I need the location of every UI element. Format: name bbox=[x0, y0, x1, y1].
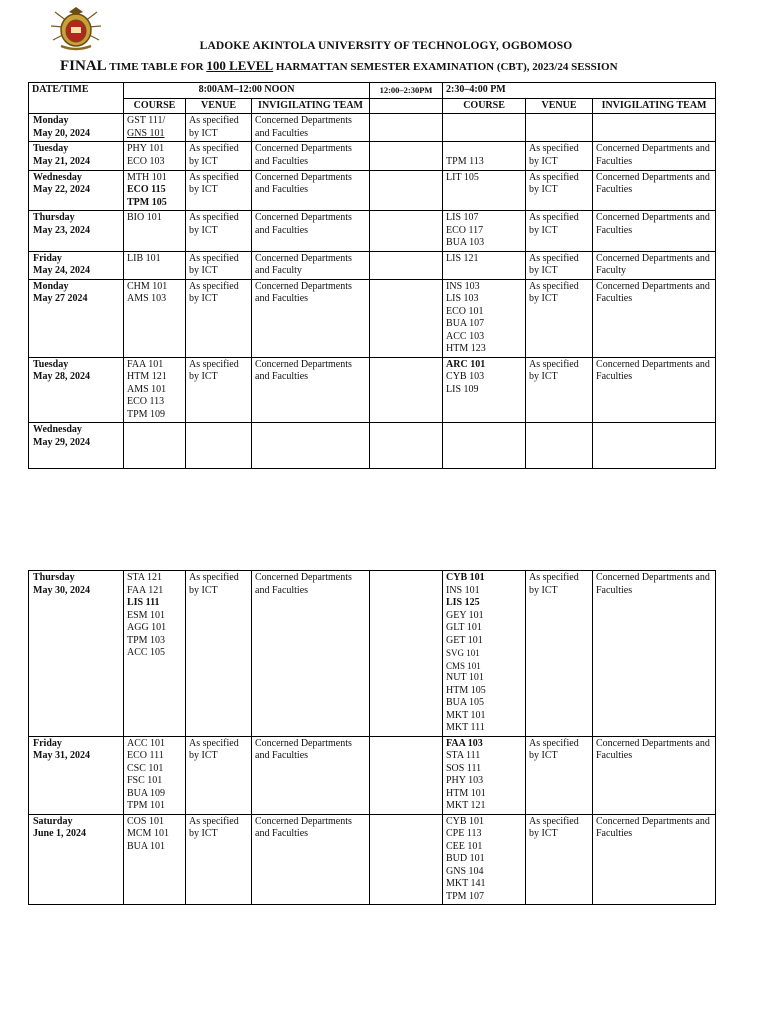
title-rest: HARMATTAN SEMESTER EXAMINATION (CBT), 2023/24 SESSION bbox=[273, 61, 618, 73]
date-cell bbox=[29, 170, 124, 211]
venue-cell-pm-text: As specified by ICT bbox=[529, 358, 579, 382]
course-cell-pm bbox=[443, 423, 526, 469]
team-cell-am bbox=[252, 142, 370, 171]
team-cell-pm bbox=[593, 357, 716, 423]
team-cell-pm-text: Concerned Departments and Faculty bbox=[596, 252, 710, 276]
day-date: May 28, 2024 bbox=[33, 371, 90, 382]
table-row bbox=[29, 571, 716, 737]
course-code: GLT 101 bbox=[446, 622, 482, 633]
date-cell bbox=[29, 211, 124, 252]
break-cell bbox=[370, 170, 443, 211]
team-cell-pm bbox=[593, 114, 716, 142]
day-name: Thursday bbox=[33, 212, 75, 223]
timetable-part-1 bbox=[28, 82, 716, 469]
course-code: ARC 101 bbox=[446, 358, 486, 370]
course-code: FAA 103 bbox=[446, 737, 483, 749]
table-row bbox=[29, 251, 716, 279]
course-code: LIT 105 bbox=[446, 171, 479, 183]
break-cell bbox=[370, 251, 443, 279]
course-cell-pm bbox=[443, 170, 526, 211]
course-code: INS 101 bbox=[446, 584, 480, 596]
course-code: LIS 121 bbox=[446, 252, 479, 264]
team-cell-pm-text: Concerned Departments and Faculties bbox=[596, 280, 710, 304]
team-cell-am-text: Concerned Departments and Faculties bbox=[255, 143, 352, 167]
course-code: ACC 103 bbox=[446, 330, 485, 342]
venue-cell-am-text: As specified by ICT bbox=[189, 572, 239, 596]
break-cell bbox=[370, 357, 443, 423]
day-name: Monday bbox=[33, 280, 69, 292]
header-afternoon: 2:30–4:00 PM bbox=[443, 83, 716, 99]
course-cell-pm bbox=[443, 142, 526, 171]
course-code: STA 111 bbox=[446, 750, 481, 761]
course-code: SVG 101 bbox=[446, 648, 480, 658]
course-cell-am bbox=[124, 357, 186, 423]
date-cell bbox=[29, 357, 124, 423]
course-code: HTM 123 bbox=[446, 343, 486, 354]
venue-cell-am bbox=[186, 279, 252, 357]
venue-cell-pm bbox=[526, 357, 593, 423]
team-cell-am-text: Concerned Departments and Faculties bbox=[255, 212, 352, 236]
table-row bbox=[29, 142, 716, 171]
team-cell-pm-text: Concerned Departments and Faculties bbox=[596, 143, 710, 167]
day-date: May 29, 2024 bbox=[33, 436, 90, 448]
title-level: 100 LEVEL bbox=[206, 58, 274, 73]
course-cell-pm bbox=[443, 114, 526, 142]
date-cell bbox=[29, 142, 124, 171]
course-code: LIS 103 bbox=[446, 293, 479, 304]
course-cell-am bbox=[124, 114, 186, 142]
day-date: May 21, 2024 bbox=[33, 155, 90, 167]
venue-cell-am-text: As specified by ICT bbox=[189, 171, 239, 195]
team-cell-am bbox=[252, 357, 370, 423]
venue-cell-pm bbox=[526, 423, 593, 469]
table-row bbox=[29, 423, 716, 469]
header-break-blank bbox=[370, 98, 443, 114]
course-code: COS 101 bbox=[127, 815, 164, 827]
venue-cell-am bbox=[186, 170, 252, 211]
course-code: FAA 121 bbox=[127, 584, 164, 596]
course-cell-am bbox=[124, 279, 186, 357]
course-code: MKT 141 bbox=[446, 878, 486, 889]
course-code: GET 101 bbox=[446, 634, 483, 646]
venue-cell-pm bbox=[526, 142, 593, 171]
break-cell bbox=[370, 142, 443, 171]
day-date: June 1, 2024 bbox=[33, 828, 87, 839]
table-row bbox=[29, 170, 716, 211]
course-code: MTH 101 bbox=[127, 171, 167, 183]
venue-cell-am-text: As specified by ICT bbox=[189, 212, 239, 236]
team-cell-pm bbox=[593, 279, 716, 357]
course-code: BUA 101 bbox=[127, 840, 166, 852]
course-code: LIS 107 bbox=[446, 212, 479, 223]
team-cell-pm bbox=[593, 571, 716, 737]
course-code: FAA 101 bbox=[127, 358, 164, 370]
venue-cell-am-text: As specified by ICT bbox=[189, 280, 239, 304]
team-cell-pm bbox=[593, 170, 716, 211]
break-cell bbox=[370, 814, 443, 905]
course-cell-pm bbox=[443, 814, 526, 905]
break-cell bbox=[370, 571, 443, 737]
course-code: HTM 101 bbox=[446, 787, 486, 799]
course-code: LIB 101 bbox=[127, 252, 161, 264]
team-cell-am bbox=[252, 736, 370, 814]
break-cell bbox=[370, 736, 443, 814]
team-cell-am bbox=[252, 571, 370, 737]
course-code: ECO 111 bbox=[127, 750, 164, 761]
course-code: CYB 103 bbox=[446, 371, 485, 382]
course-cell-pm bbox=[443, 251, 526, 279]
course-code: HTM 105 bbox=[446, 684, 486, 696]
course-code: BUA 105 bbox=[446, 697, 485, 708]
team-cell-am-text: Concerned Departments and Faculties bbox=[255, 737, 352, 761]
day-date: May 27 2024 bbox=[33, 293, 88, 304]
course-cell-am bbox=[124, 170, 186, 211]
course-code: CSC 101 bbox=[127, 762, 164, 774]
team-cell-pm-text: Concerned Departments and Faculties bbox=[596, 737, 710, 761]
venue-cell-am-text: As specified by ICT bbox=[189, 737, 239, 761]
course-code: CEE 101 bbox=[446, 840, 483, 852]
day-date: May 31, 2024 bbox=[33, 750, 90, 761]
team-cell-pm-text: Concerned Departments and Faculties bbox=[596, 171, 710, 195]
team-cell-am-text: Concerned Departments and Faculties bbox=[255, 358, 352, 382]
course-code: BUD 101 bbox=[446, 853, 485, 864]
team-cell-am bbox=[252, 814, 370, 905]
day-name: Tuesday bbox=[33, 358, 69, 370]
course-cell-pm bbox=[443, 736, 526, 814]
course-code: GNS 101 bbox=[127, 127, 165, 139]
date-cell bbox=[29, 279, 124, 357]
table-row bbox=[29, 279, 716, 357]
course-cell-pm bbox=[443, 357, 526, 423]
venue-cell-am bbox=[186, 357, 252, 423]
header-course-am: COURSE bbox=[124, 98, 186, 114]
course-code: ECO 117 bbox=[446, 224, 484, 236]
team-cell-pm-text: Concerned Departments and Faculties bbox=[596, 212, 710, 236]
team-cell-am bbox=[252, 251, 370, 279]
table-row bbox=[29, 357, 716, 423]
date-cell bbox=[29, 814, 124, 905]
venue-cell-am bbox=[186, 211, 252, 252]
course-cell-am bbox=[124, 571, 186, 737]
day-name: Friday bbox=[33, 252, 62, 264]
venue-cell-pm bbox=[526, 114, 593, 142]
course-code: GNS 104 bbox=[446, 865, 484, 877]
venue-cell-am-text: As specified by ICT bbox=[189, 815, 239, 839]
venue-cell-pm-text: As specified by ICT bbox=[529, 280, 579, 304]
venue-cell-pm-text: As specified by ICT bbox=[529, 171, 579, 195]
team-cell-am-text: Concerned Departments and Faculties bbox=[255, 815, 352, 839]
course-code: ECO 103 bbox=[127, 155, 165, 167]
header-course-pm: COURSE bbox=[443, 98, 526, 114]
day-name: Wednesday bbox=[33, 424, 82, 435]
venue-cell-pm bbox=[526, 814, 593, 905]
venue-cell-pm-text: As specified by ICT bbox=[529, 252, 579, 276]
course-code: FSC 101 bbox=[127, 775, 163, 786]
course-code: MKT 111 bbox=[446, 722, 485, 733]
course-code: CYB 101 bbox=[446, 815, 485, 827]
venue-cell-am bbox=[186, 114, 252, 142]
course-code: PHY 103 bbox=[446, 775, 484, 786]
course-cell-pm bbox=[443, 571, 526, 737]
venue-cell-am bbox=[186, 251, 252, 279]
venue-cell-pm bbox=[526, 736, 593, 814]
day-date: May 23, 2024 bbox=[33, 224, 90, 236]
course-cell-pm bbox=[443, 211, 526, 252]
venue-cell-am-text: As specified by ICT bbox=[189, 252, 239, 276]
header-team-pm: INVIGILATING TEAM bbox=[593, 98, 716, 114]
venue-cell-pm bbox=[526, 211, 593, 252]
venue-cell-pm bbox=[526, 170, 593, 211]
date-cell bbox=[29, 423, 124, 469]
course-cell-am bbox=[124, 211, 186, 252]
team-cell-am-text: Concerned Departments and Faculty bbox=[255, 252, 352, 276]
date-cell bbox=[29, 571, 124, 737]
venue-cell-am-text: As specified by ICT bbox=[189, 115, 239, 139]
course-code: MKT 101 bbox=[446, 709, 486, 721]
course-code: LIS 109 bbox=[446, 383, 479, 395]
course-code: ECO 113 bbox=[127, 396, 165, 407]
course-code: STA 121 bbox=[127, 572, 163, 583]
venue-cell-am-text: As specified by ICT bbox=[189, 143, 239, 167]
team-cell-pm bbox=[593, 814, 716, 905]
course-code: ECO 115 bbox=[127, 184, 166, 195]
venue-cell-pm bbox=[526, 571, 593, 737]
course-code: PHY 101 bbox=[127, 143, 165, 154]
table-row bbox=[29, 736, 716, 814]
day-date: May 22, 2024 bbox=[33, 184, 90, 195]
team-cell-pm bbox=[593, 423, 716, 469]
course-code: NUT 101 bbox=[446, 672, 484, 683]
team-cell-am-text: Concerned Departments and Faculties bbox=[255, 572, 352, 596]
team-cell-pm-text: Concerned Departments and Faculties bbox=[596, 358, 710, 382]
course-cell-pm bbox=[443, 279, 526, 357]
day-name: Wednesday bbox=[33, 171, 82, 183]
venue-cell-am-text: As specified by ICT bbox=[189, 358, 239, 382]
break-cell bbox=[370, 114, 443, 142]
course-code: ACC 105 bbox=[127, 647, 166, 658]
course-code: SOS 111 bbox=[446, 762, 482, 774]
break-cell bbox=[370, 211, 443, 252]
day-date: May 20, 2024 bbox=[33, 127, 90, 139]
venue-cell-pm bbox=[526, 251, 593, 279]
table-row bbox=[29, 114, 716, 142]
header-team-am: INVIGILATING TEAM bbox=[252, 98, 370, 114]
table-row bbox=[29, 211, 716, 252]
venue-cell-pm-text: As specified by ICT bbox=[529, 212, 579, 236]
course-code: ECO 101 bbox=[446, 305, 484, 317]
team-cell-am-text: Concerned Departments and Faculties bbox=[255, 115, 352, 139]
header-venue-am: VENUE bbox=[186, 98, 252, 114]
day-name: Tuesday bbox=[33, 143, 69, 154]
course-code: ESM 101 bbox=[127, 609, 166, 621]
team-cell-pm-text: Concerned Departments and Faculties bbox=[596, 572, 710, 596]
university-name: LADOKE AKINTOLA UNIVERSITY OF TECHNOLOGY, OGBOMOSO bbox=[199, 40, 573, 52]
day-date: May 24, 2024 bbox=[33, 265, 90, 276]
title-part: TIME TABLE FOR bbox=[106, 61, 207, 73]
course-code: BUA 103 bbox=[446, 237, 485, 248]
venue-cell-pm-text: As specified by ICT bbox=[529, 143, 579, 167]
team-cell-pm-text: Concerned Departments and Faculties bbox=[596, 815, 710, 839]
team-cell-am bbox=[252, 170, 370, 211]
team-cell-pm bbox=[593, 251, 716, 279]
course-code: ACC 101 bbox=[127, 737, 166, 749]
date-cell bbox=[29, 251, 124, 279]
course-code: CYB 101 bbox=[446, 572, 485, 583]
team-cell-am bbox=[252, 423, 370, 469]
course-cell-am bbox=[124, 142, 186, 171]
venue-cell-am bbox=[186, 423, 252, 469]
venue-cell-am bbox=[186, 814, 252, 905]
course-code: LIS 125 bbox=[446, 597, 480, 608]
team-cell-am bbox=[252, 114, 370, 142]
venue-cell-pm-text: As specified by ICT bbox=[529, 815, 579, 839]
date-cell bbox=[29, 736, 124, 814]
course-code: INS 103 bbox=[446, 280, 480, 292]
header-morning: 8:00AM–12:00 NOON bbox=[124, 83, 370, 99]
course-cell-am bbox=[124, 736, 186, 814]
venue-cell-am bbox=[186, 736, 252, 814]
course-code: LIS 111 bbox=[127, 597, 160, 608]
course-code: TPM 109 bbox=[127, 408, 166, 420]
team-cell-pm bbox=[593, 142, 716, 171]
course-code: MCM 101 bbox=[127, 828, 169, 839]
table-row bbox=[29, 814, 716, 905]
timetable-part-2 bbox=[28, 570, 716, 905]
course-code: TPM 107 bbox=[446, 890, 485, 902]
course-code: MKT 121 bbox=[446, 800, 486, 811]
course-code: TPM 101 bbox=[127, 800, 166, 811]
course-code: GEY 101 bbox=[446, 609, 484, 621]
timetable-title bbox=[60, 58, 740, 75]
day-name: Monday bbox=[33, 115, 69, 126]
team-cell-am-text: Concerned Departments and Faculties bbox=[255, 171, 352, 195]
header-break: 12:00–2:30PM bbox=[370, 83, 443, 99]
course-code: AMS 101 bbox=[127, 383, 167, 395]
course-code: TPM 113 bbox=[446, 156, 484, 167]
venue-cell-am bbox=[186, 571, 252, 737]
venue-cell-pm bbox=[526, 279, 593, 357]
break-cell bbox=[370, 279, 443, 357]
course-code: CMS 101 bbox=[446, 660, 481, 671]
team-cell-am bbox=[252, 279, 370, 357]
title-final: FINAL bbox=[60, 58, 107, 74]
team-cell-am-text: Concerned Departments and Faculties bbox=[255, 280, 352, 304]
venue-cell-am bbox=[186, 142, 252, 171]
course-code: CHM 101 bbox=[127, 280, 168, 292]
course-cell-am bbox=[124, 251, 186, 279]
day-date: May 30, 2024 bbox=[33, 584, 90, 596]
break-cell bbox=[370, 423, 443, 469]
course-code: AGG 101 bbox=[127, 622, 167, 633]
course-code: GST 111/ bbox=[127, 115, 166, 126]
team-cell-pm bbox=[593, 211, 716, 252]
course-code: HTM 121 bbox=[127, 371, 167, 382]
day-name: Saturday bbox=[33, 815, 73, 827]
course-cell-am bbox=[124, 423, 186, 469]
course-cell-am bbox=[124, 814, 186, 905]
day-name: Friday bbox=[33, 737, 62, 749]
course-code: TPM 105 bbox=[127, 196, 167, 208]
day-name: Thursday bbox=[33, 572, 75, 583]
course-code: BUA 107 bbox=[446, 318, 485, 329]
venue-cell-pm-text: As specified by ICT bbox=[529, 737, 579, 761]
header-venue-pm: VENUE bbox=[526, 98, 593, 114]
course-code: TPM 103 bbox=[127, 634, 166, 646]
course-code: AMS 103 bbox=[127, 293, 167, 304]
course-code: BIO 101 bbox=[127, 212, 162, 223]
venue-cell-pm-text: As specified by ICT bbox=[529, 572, 579, 596]
course-code: CPE 113 bbox=[446, 828, 482, 839]
course-code: BUA 109 bbox=[127, 787, 166, 799]
team-cell-am bbox=[252, 211, 370, 252]
date-cell bbox=[29, 114, 124, 142]
team-cell-pm bbox=[593, 736, 716, 814]
header-date-time: DATE/TIME bbox=[29, 83, 124, 114]
